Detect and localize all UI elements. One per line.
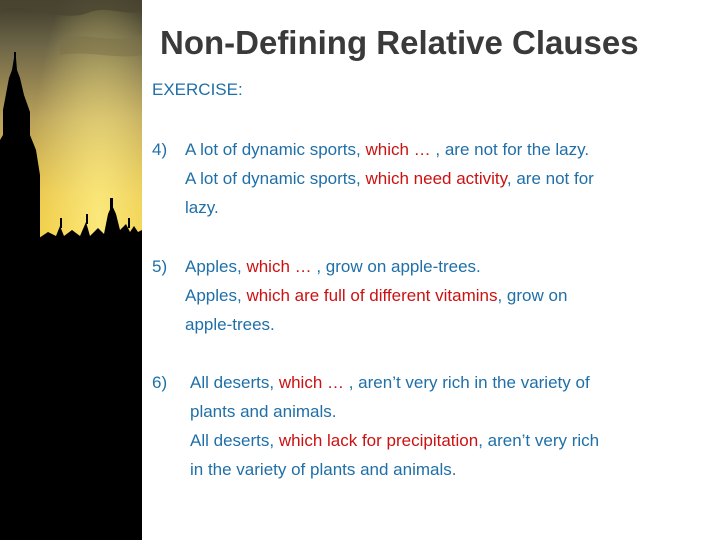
answer-clause: which need activity xyxy=(365,169,507,188)
item-number: 5) xyxy=(152,257,168,276)
answer-text: , grow on xyxy=(497,286,568,305)
prompt-text: , grow on apple-trees. xyxy=(316,257,481,276)
prompt-text: plants and animals. xyxy=(190,402,337,421)
prompt-text: , aren’t very rich in the variety of xyxy=(348,373,590,392)
answer-text: All deserts, xyxy=(190,431,279,450)
answer-text: lazy. xyxy=(185,198,219,217)
exercise-prompt xyxy=(190,373,590,393)
answer-text: apple-trees. xyxy=(185,315,275,334)
page-title: Non-Defining Relative Clauses xyxy=(160,24,639,61)
item-number: 6) xyxy=(152,373,168,392)
answer-text: Apples, xyxy=(185,286,247,305)
item-number: 4) xyxy=(152,140,168,159)
answer-text: in the variety of plants and animals. xyxy=(190,460,457,479)
exercise-answer xyxy=(185,169,594,189)
exercise-answer xyxy=(185,286,567,306)
exercise-answer xyxy=(190,431,599,451)
answer-text: , are not for xyxy=(506,169,594,188)
prompt-text: All deserts, xyxy=(190,373,279,392)
big-ben-silhouette-icon xyxy=(0,0,142,540)
exercise-prompt xyxy=(185,257,481,277)
side-image-big-ben xyxy=(0,0,142,540)
answer-text: A lot of dynamic sports, xyxy=(185,169,366,188)
prompt-blank: which … xyxy=(365,140,436,159)
prompt-text: , are not for the lazy. xyxy=(435,140,590,159)
exercise-label: EXERCISE: xyxy=(152,80,243,99)
prompt-blank: which … xyxy=(278,373,349,392)
exercise-prompt xyxy=(185,140,589,160)
prompt-text: A lot of dynamic sports, xyxy=(185,140,366,159)
answer-clause: which are full of different vitamins xyxy=(246,286,498,305)
answer-text: , aren’t very rich xyxy=(478,431,600,450)
prompt-blank: which … xyxy=(246,257,317,276)
answer-clause: which lack for precipitation xyxy=(278,431,479,450)
prompt-text: Apples, xyxy=(185,257,247,276)
